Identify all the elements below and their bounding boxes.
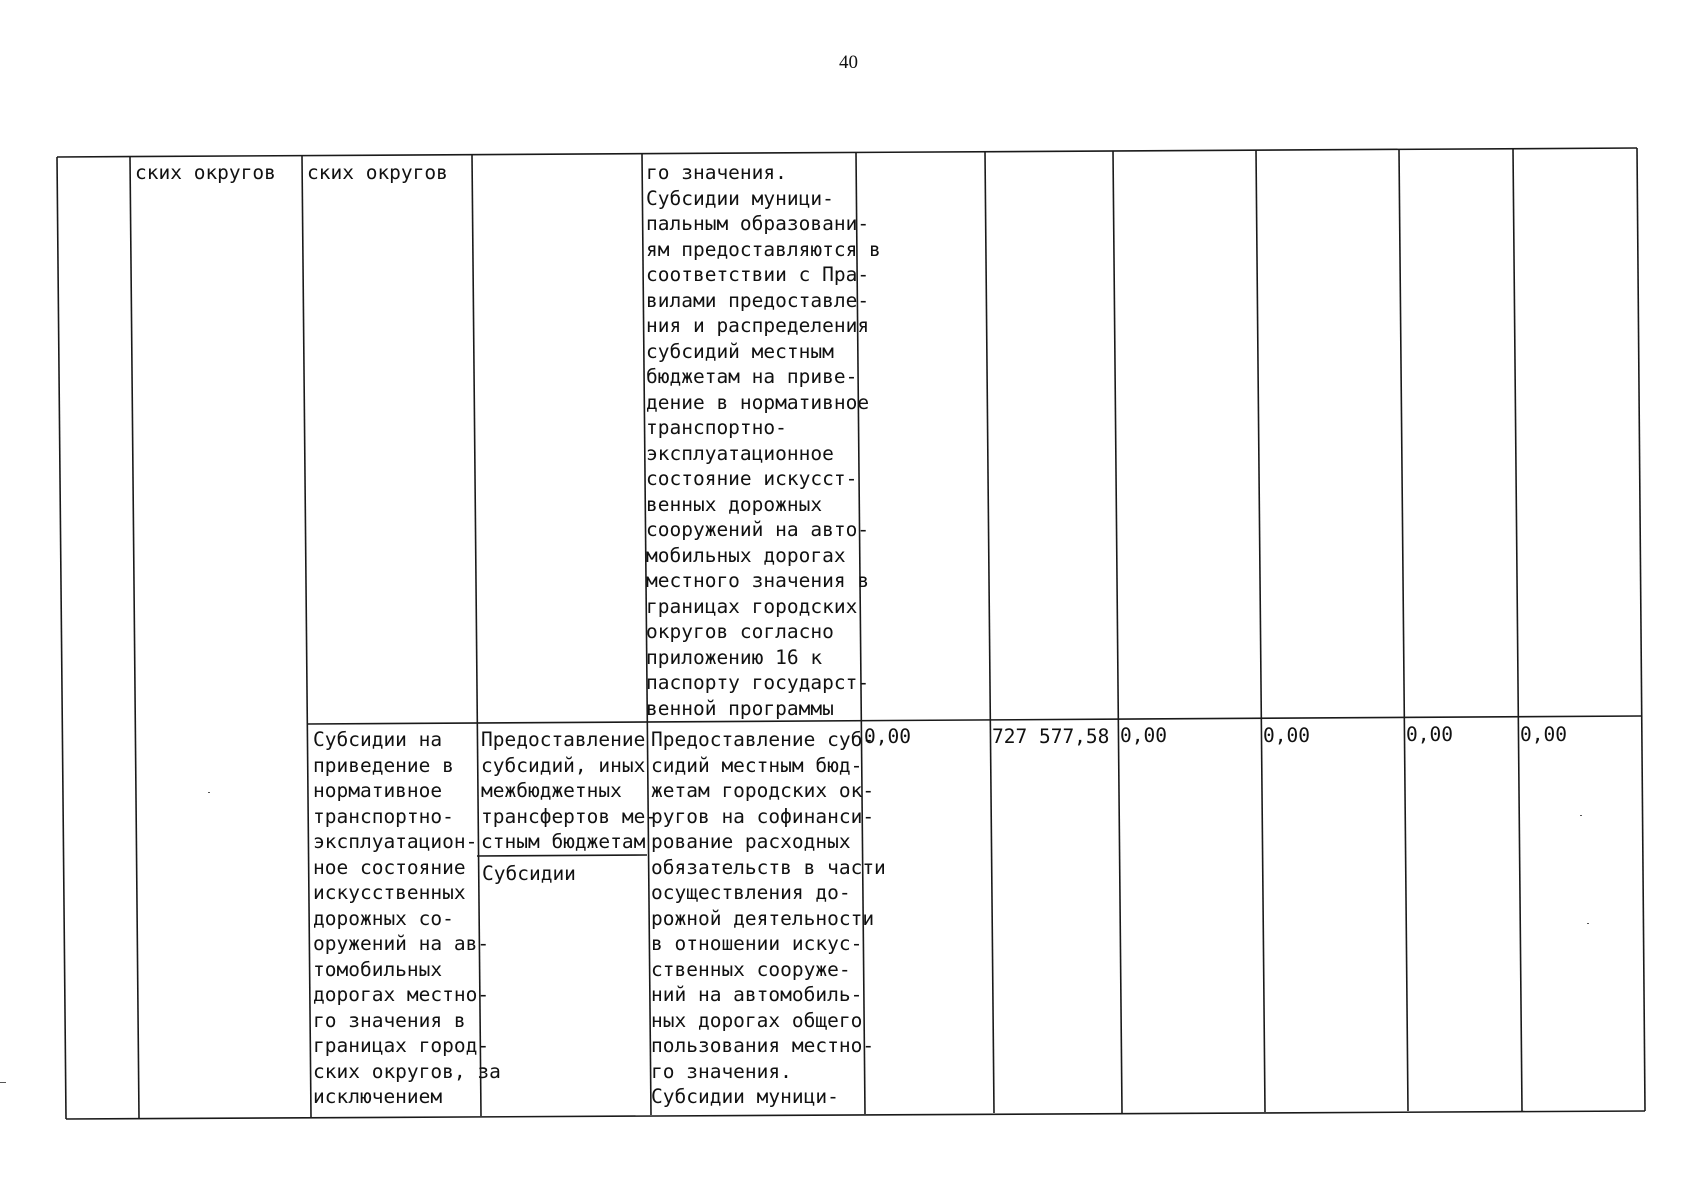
row2-value-3: 0,00 <box>1120 724 1167 747</box>
scan-speck <box>208 792 210 793</box>
scan-speck <box>1587 923 1589 924</box>
row1-description: го значения. Субсидии муници- пальным образовани- ям предоставляются в соответствии с Пра- вилами предоставле- ния и распределения субсидий местным бюджетам на приве- дение в нормативное транспортно- эксплуатационное состояние искусст- венных дорожных сооружений на авто- мобильных дорогах местного значения в границах городских округов согласно приложению 16 к паспорту государст- венной программы <box>646 161 881 720</box>
row1-col3-text: ских округов <box>307 161 448 184</box>
row2-value-5: 0,00 <box>1406 723 1453 746</box>
row2-value-6: 0,00 <box>1520 723 1567 746</box>
scan-speck <box>1580 815 1582 816</box>
row2-subsidy-name: Субсидии на приведение в нормативное транспортно- эксплуатацион- ное состояние искусственных дорожных со- оружений на ав- томобильных дорогах местно- го значения в границах город- ских округов, за исключением <box>313 728 501 1108</box>
row2-value-1: 0,00 <box>864 725 911 748</box>
row2-value-2: 727 577,58 <box>992 725 1110 748</box>
scan-speck <box>0 1082 6 1083</box>
row1-col2-text: ских округов <box>135 161 276 184</box>
row2-description: Предоставление суб- сидий местным бюд- жетам городских ок- ругов на софинанси- рование расходных обязательств в части осуществления до- рожной деятельности в отношении искус- ственных сооруже- ний на автомобиль- ных дорогах общего пользования местно- го значения. Субсидии муници- <box>651 728 886 1108</box>
page-number: 40 <box>839 52 858 73</box>
row2-value-4: 0,00 <box>1263 724 1310 747</box>
row2-mechanism-type: Субсидии <box>482 862 576 885</box>
row2-mechanism: Предоставление субсидий, иных межбюджетных трансфертов ме- стным бюджетам <box>481 728 658 853</box>
